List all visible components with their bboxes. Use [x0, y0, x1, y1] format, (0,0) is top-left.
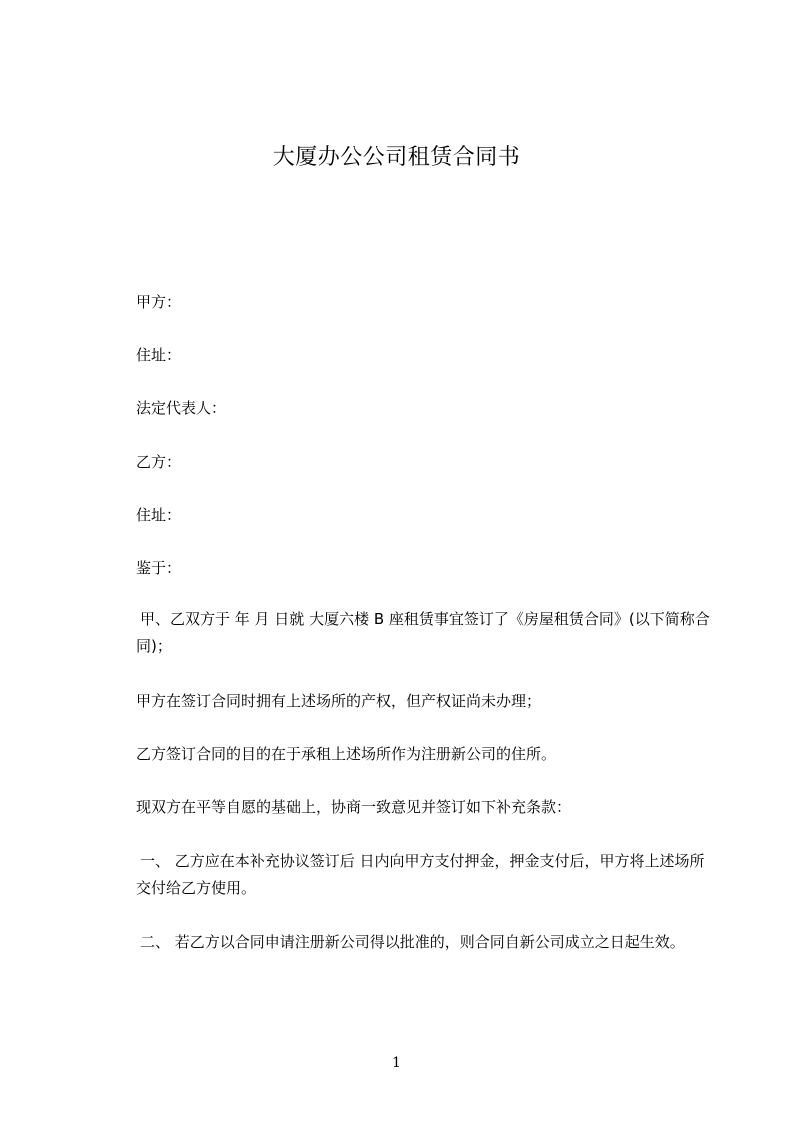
document-title: 大厦办公公司租赁合同书 — [272, 145, 521, 170]
party-a-address-field: 住址： — [136, 346, 182, 364]
clause-2: 二、 若乙方以合同申请注册新公司得以批准的，则合同自新公司成立之日起生效。 — [140, 933, 685, 951]
clause-1: 一、 乙方应在本补充协议签订后 日内向甲方支付押金，押金支付后，甲方将上述场所交付给乙方使用。 — [136, 852, 705, 897]
recital-paragraph-3: 乙方签订合同的目的在于承租上述场所作为注册新公司的住所。 — [136, 745, 557, 763]
page-number: 1 — [392, 1055, 401, 1071]
party-b-field: 乙方： — [136, 453, 182, 471]
recital-paragraph-1: 甲、乙双方于 年 月 日就 大厦六楼 B 座租赁事宜签订了《房屋租赁合同》(以下简称合同)； — [136, 610, 710, 655]
party-a-field: 甲方： — [136, 293, 182, 311]
legal-representative-field: 法定代表人： — [136, 399, 227, 417]
recital-paragraph-4: 现双方在平等自愿的基础上，协商一致意见并签订如下补充条款： — [136, 798, 572, 816]
recital-paragraph-2: 甲方在签订合同时拥有上述场所的产权，但产权证尚未办理； — [136, 692, 542, 710]
party-b-address-field: 住址： — [136, 506, 182, 524]
whereas-heading: 鉴于： — [136, 559, 182, 577]
